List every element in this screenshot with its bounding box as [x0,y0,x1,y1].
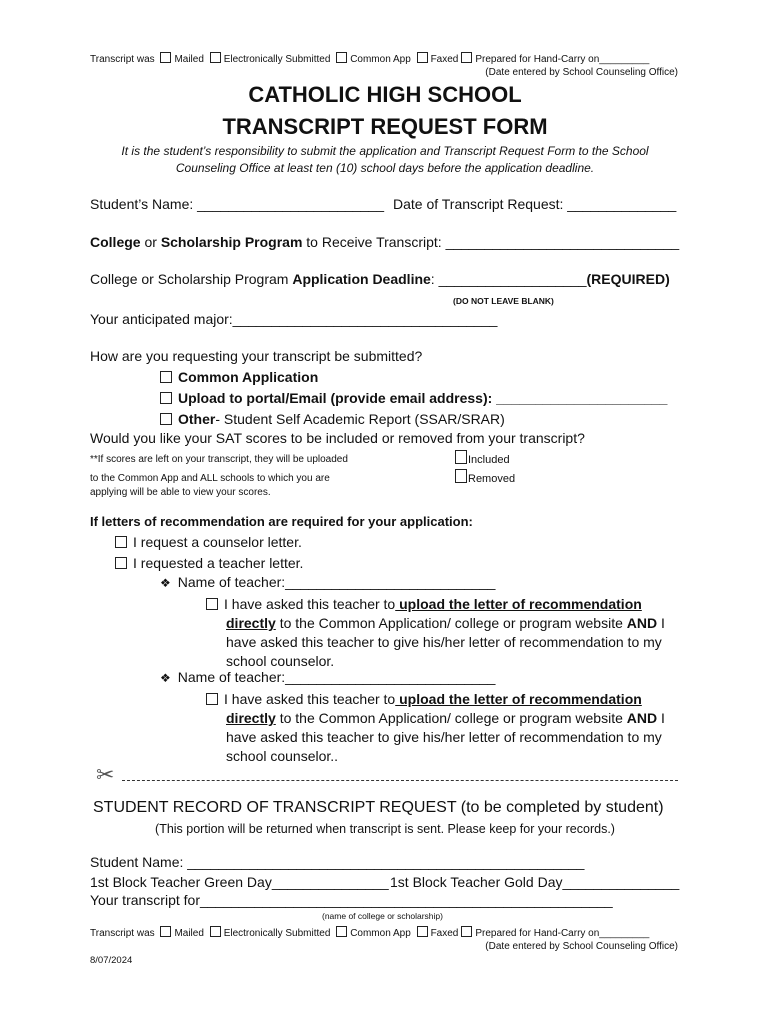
sat-removed-option[interactable] [455,469,515,485]
upload-portal-label: Upload to portal/Email (provide email address): ______________________ [178,390,668,406]
teacher-2-confirmation[interactable] [206,690,665,766]
handcarry-label-bottom: Prepared for Hand-Carry on_________ [475,928,650,939]
sent-method-row [90,52,649,65]
handcarry-checkbox[interactable] [461,52,472,63]
sent-prefix: Transcript was [90,54,155,65]
record-college-note: (name of college or scholarship) [322,911,443,921]
option-upload-portal[interactable] [160,390,667,406]
intro-text [0,143,770,176]
counselor-letter-label: I request a counselor letter. [133,534,302,550]
teacher-letter-label: I requested a teacher letter. [133,555,304,571]
counselor-letter-option[interactable] [115,534,302,550]
teacher-name-1-label: Name of teacher:___________________________ [177,574,496,590]
commonapp-checkbox-bottom[interactable] [336,926,347,937]
title-block [0,82,770,140]
mailed-label-bottom: Mailed [174,928,204,939]
deadline-required: (REQUIRED) [586,271,670,287]
teacher-1-confirmation[interactable] [206,595,665,671]
faxed-checkbox[interactable] [417,52,428,63]
college-rest: to Receive Transcript: ______________________________ [302,234,680,250]
ask-end-1: I [657,615,665,631]
ask-pre-1: I have asked this teacher to [224,596,396,612]
letters-heading: If letters of recommendation are required for your application: [90,514,473,529]
ask-line4-1: school counselor. [226,653,335,669]
sat-note-line3: applying will be able to view your scores. [90,487,271,498]
electronic-label: Electronically Submitted [223,54,331,65]
record-transcript-for[interactable]: Your transcript for_____________________________________________________ [90,892,613,908]
teacher-letter-checkbox[interactable] [115,557,127,569]
ask-bold-1: upload the letter of recommendation [395,596,642,612]
sat-removed-checkbox[interactable] [455,469,467,483]
college-bold: College [90,234,141,250]
upload-portal-checkbox[interactable] [160,392,172,404]
faxed-label-bottom: Faxed [430,928,459,939]
deadline-bold: Application Deadline [292,271,431,287]
electronic-checkbox-bottom[interactable] [210,926,221,937]
mailed-checkbox-bottom[interactable] [160,926,171,937]
record-student-name[interactable]: Student Name: ___________________________________________________ [90,854,585,870]
record-block-gold[interactable]: 1st Block Teacher Gold Day_______________ [390,874,680,890]
ask-and-1: AND [626,615,658,631]
electronic-checkbox[interactable] [210,52,221,63]
ask-mid-2: to the Common Application/ college or program website [275,710,627,726]
faxed-label: Faxed [430,54,459,65]
ask-mid-1: to the Common Application/ college or program website [275,615,627,631]
sent-note: (Date entered by School Counseling Office) [485,67,678,78]
handcarry-label: Prepared for Hand-Carry on_________ [475,54,650,65]
option-other[interactable] [160,411,505,427]
sat-included-option[interactable] [455,450,510,466]
option-common-app[interactable] [160,369,318,385]
record-block-green[interactable]: 1st Block Teacher Green Day_______________ [90,874,389,890]
footer-date: 8/07/2024 [90,955,133,966]
counselor-letter-checkbox[interactable] [115,536,127,548]
teacher-name-1[interactable] [160,574,495,590]
sent-prefix-bottom: Transcript was [90,928,155,939]
cut-line-divider [122,780,678,781]
ask-pre-2: I have asked this teacher to [224,691,396,707]
ask-directly-1: directly [226,615,276,631]
submission-question: How are you requesting your transcript be submitted? [90,348,423,364]
ask-bold-2: upload the letter of recommendation [395,691,642,707]
intro-line1: It is the student’s responsibility to submit the application and Transcript Request Form to the School [121,144,649,158]
sat-included-checkbox[interactable] [455,450,467,464]
college-or: or [140,234,161,250]
intro-line2: Counseling Office at least ten (10) school days before the application deadline. [175,160,595,175]
faxed-checkbox-bottom[interactable] [417,926,428,937]
scissors-icon: ✂ [96,762,115,787]
school-title: CATHOLIC HIGH SCHOOL [248,82,522,107]
electronic-label-bottom: Electronically Submitted [223,928,331,939]
ask-directly-2: directly [226,710,276,726]
sat-note-line1: **If scores are left on your transcript, they will be uploaded [90,454,348,465]
teacher-name-2-label: Name of teacher:___________________________ [177,669,496,685]
teacher-name-2[interactable] [160,669,495,685]
ask-and-2: AND [626,710,658,726]
commonapp-label-bottom: Common App [350,928,411,939]
teacher-2-confirm-checkbox[interactable] [206,693,218,705]
form-title: TRANSCRIPT REQUEST FORM [222,114,548,139]
sat-removed-label: Removed [468,473,516,485]
diamond-bullet-icon: ❖ [160,576,171,590]
date-request-field[interactable]: Date of Transcript Request: ______________ [393,196,677,212]
sent-method-row-bottom [90,926,649,939]
commonapp-label: Common App [350,54,411,65]
sat-question: Would you like your SAT scores to be included or removed from your transcript? [90,430,585,446]
ask-line3-1: have asked this teacher to give his/her letter of recommendation to my [226,634,662,650]
other-label-bold: Other [178,411,216,427]
handcarry-checkbox-bottom[interactable] [461,926,472,937]
other-label-rest: - Student Self Academic Report (SSAR/SRAR) [215,411,505,427]
mailed-checkbox[interactable] [160,52,171,63]
teacher-1-confirm-checkbox[interactable] [206,598,218,610]
college-field[interactable] [90,234,679,250]
commonapp-checkbox[interactable] [336,52,347,63]
sat-note-line2: to the Common App and ALL schools to which you are [90,473,330,484]
deadline-field[interactable] [90,271,670,287]
scholarship-bold: Scholarship Program [160,234,303,250]
deadline-pre: College or Scholarship Program [90,271,293,287]
record-heading: STUDENT RECORD OF TRANSCRIPT REQUEST (to be completed by student) [93,799,664,816]
other-checkbox[interactable] [160,413,172,425]
student-name-field[interactable]: Student’s Name: ________________________ [90,196,384,212]
sent-note-bottom: (Date entered by School Counseling Office) [485,941,678,952]
record-subheading: (This portion will be returned when transcript is sent. Please keep for your records.) [155,822,615,836]
sat-included-label: Included [468,454,510,466]
deadline-rest: : ___________________ [430,271,587,287]
teacher-letter-option[interactable] [115,555,303,571]
mailed-label: Mailed [174,54,204,65]
ask-end-2: I [657,710,665,726]
do-not-leave-blank: (DO NOT LEAVE BLANK) [453,296,554,306]
common-app-label: Common Application [178,369,319,385]
ask-line4-2: school counselor.. [226,748,339,764]
diamond-bullet-icon: ❖ [160,671,171,685]
ask-line3-2: have asked this teacher to give his/her letter of recommendation to my [226,729,662,745]
common-app-checkbox[interactable] [160,371,172,383]
major-field[interactable]: Your anticipated major:__________________________________ [90,311,498,327]
